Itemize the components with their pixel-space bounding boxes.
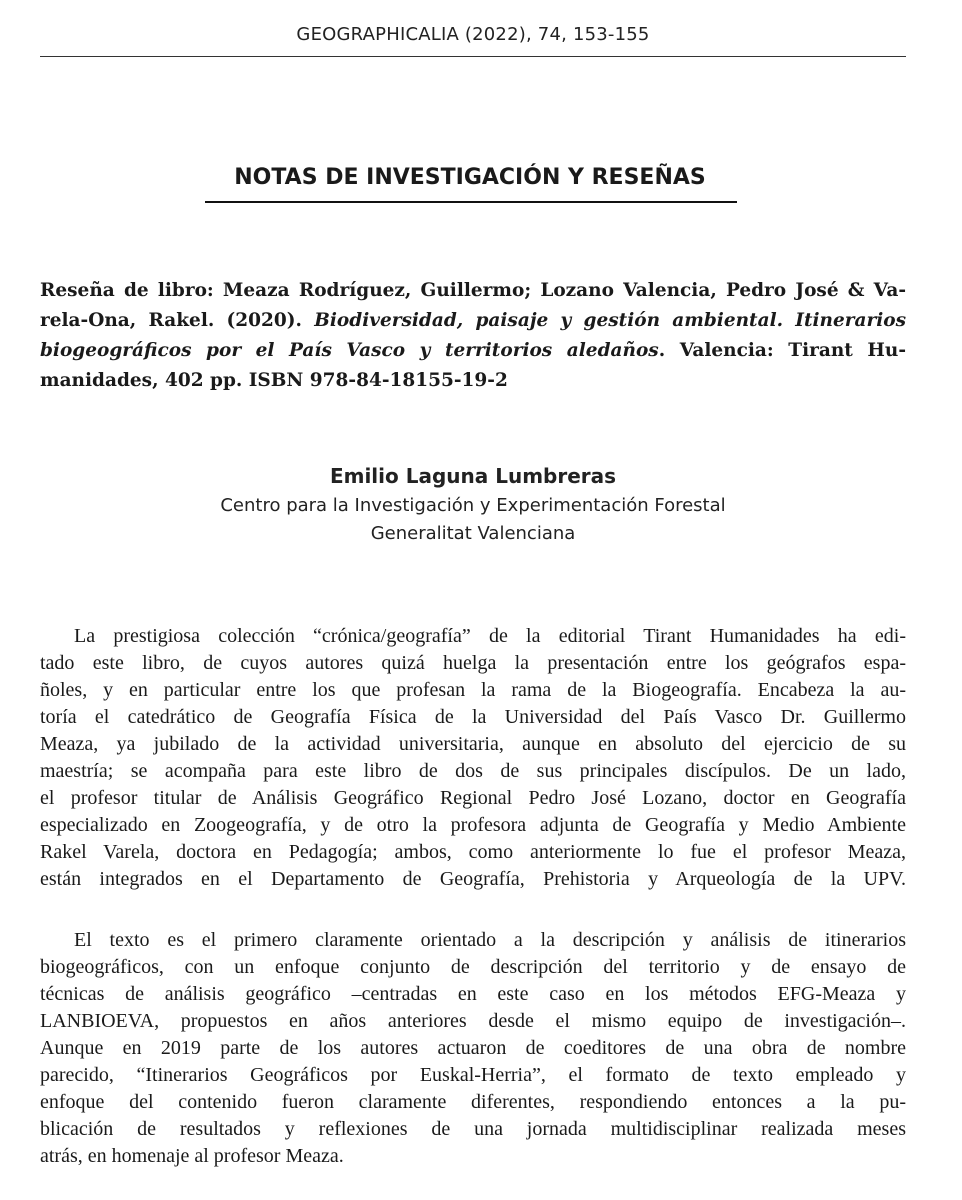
paragraph-line: atrás, en homenaje al profesor Meaza. [40, 1145, 344, 1167]
paragraph-line: El texto es el primero claramente orientado a la descripción y análisis de itinerarios [74, 929, 906, 951]
paragraph-line: el profesor titular de Análisis Geográfico Regional Pedro José Lozano, doctor en Geografía [40, 787, 906, 809]
paragraph-line: biogeográficos, con un enfoque conjunto de descripción del territorio y de ensayo de [40, 956, 906, 978]
author-affiliation: Centro para la Investigación y Experimentación Forestal [220, 495, 726, 516]
body-paragraph-1 [40, 623, 906, 893]
citation-line [40, 306, 906, 336]
author-name: Emilio Laguna Lumbreras [329, 464, 617, 488]
paragraph-line: La prestigiosa colección “crónica/geografía” de la editorial Tirant Humanidades ha edi- [74, 625, 906, 647]
running-head: GEOGRAPHICALIA (2022), 74, 153-155 [296, 24, 650, 45]
paragraph-line: parecido, “Itinerarios Geográficos por Euskal-Herria”, el formato de texto empleado y [40, 1064, 906, 1086]
citation-line [40, 366, 906, 396]
paragraph-line: tado este libro, de cuyos autores quizá huelga la presentación entre los geógrafos espa- [40, 652, 906, 674]
paragraph-line: blicación de resultados y reflexiones de una jornada multidisciplinar realizada meses [40, 1118, 906, 1140]
paragraph-line: especializado en Zoogeografía, y de otro la profesora adjunta de Geografía y Medio Ambiente [40, 814, 906, 836]
body-paragraph-2 [40, 927, 906, 1170]
paragraph-line: ñoles, y en particular entre los que profesan la rama de la Biogeografía. Encabeza la au- [40, 679, 906, 701]
citation-text: Reseña de libro: Meaza Rodríguez, Guillermo; Lozano Valencia, Pedro José & Va- [40, 280, 906, 301]
paragraph-line: Meaza, ya jubilado de la actividad universitaria, aunque en absoluto del ejercicio de su [40, 733, 906, 755]
citation-text: manidades, 402 pp. ISBN 978-84-18155-19-2 [40, 370, 508, 391]
author-block [40, 460, 906, 548]
book-title-part: Biodiversidad, paisaje y gestión ambiental. Itinerarios [314, 310, 906, 331]
paragraph-line: LANBIOEVA, propuestos en años anteriores desde el mismo equipo de investigación–. [40, 1010, 906, 1032]
citation-line [40, 276, 906, 306]
paragraph-line: están integrados en el Departamento de Geografía, Prehistoria y Arqueología de la UPV. [40, 868, 906, 890]
book-citation [40, 276, 906, 396]
paragraph-line: toría el catedrático de Geografía Física de la Universidad del País Vasco Dr. Guillermo [40, 706, 906, 728]
paragraph-line: Aunque en 2019 parte de los autores actuaron de coeditores de una obra de nombre [40, 1037, 906, 1059]
author-affiliation: Generalitat Valenciana [370, 523, 576, 544]
paragraph-line: técnicas de análisis geográfico –centradas en este caso en los métodos EFG-Meaza y [40, 983, 906, 1005]
section-title: NOTAS DE INVESTIGACIÓN Y RESEÑAS [234, 165, 706, 190]
book-title-part: biogeográficos por el País Vasco y territorios aledaños [40, 340, 659, 361]
paragraph-line: enfoque del contenido fueron claramente diferentes, respondiendo entonces a la pu- [40, 1091, 906, 1113]
citation-text: rela-Ona, Rakel. (2020). [40, 310, 315, 331]
paragraph-line: Rakel Varela, doctora en Pedagogía; ambos, como anteriormente lo fue el profesor Meaza, [40, 841, 906, 863]
section-title-underline [205, 201, 737, 203]
header-divider [40, 56, 906, 57]
citation-text: . Valencia: Tirant Hu- [658, 340, 906, 361]
citation-line [40, 336, 906, 366]
paragraph-line: maestría; se acompaña para este libro de dos de sus principales discípulos. De un lado, [40, 760, 906, 782]
